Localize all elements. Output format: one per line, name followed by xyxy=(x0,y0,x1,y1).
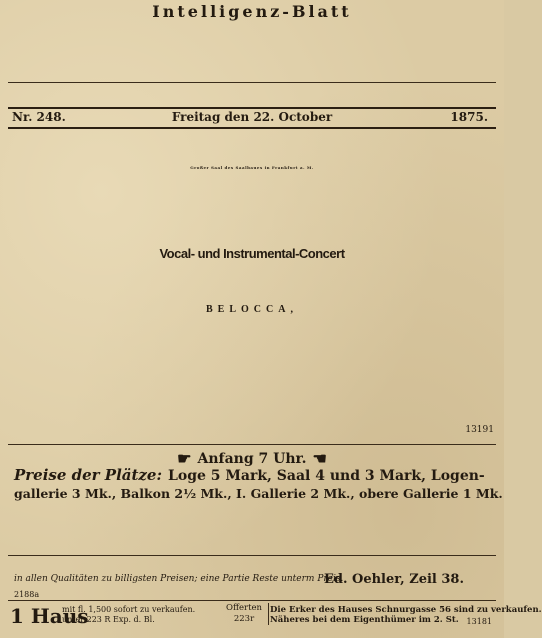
header-divider xyxy=(8,82,496,83)
issue-top-rule xyxy=(8,107,496,109)
concert-hall: Großer Saal des Saalbaues in Frankfurt a. M. xyxy=(190,165,314,170)
start-time: Anfang 7 Uhr. xyxy=(197,451,307,467)
masthead-title: Intelligenz-Blatt xyxy=(152,2,352,21)
lyoner-ad-code: 2188a xyxy=(14,590,40,599)
pointing-hand-icon: ☚ xyxy=(312,449,327,468)
issue-number: Nr. 248. xyxy=(12,110,66,124)
oehler-address: Ed. Oehler, Zeil 38. xyxy=(323,572,464,587)
issue-bottom-rule xyxy=(8,127,496,129)
prices-label: Preise der Plätze: xyxy=(14,466,163,484)
prices-line-2: gallerie 3 Mk., Balkon 2½ Mk., I. Gallerie 2 Mk., obere Gallerie 1 Mk. xyxy=(14,486,503,501)
offer-box xyxy=(226,603,269,625)
artist-name: BELOCCA, xyxy=(206,304,298,315)
house-ad-line-2: unter 223 R Exp. d. Bl. xyxy=(62,615,155,624)
house-ad-title: 1 Haus xyxy=(10,604,89,628)
concert-title: Vocal- und Instrumental-Concert xyxy=(159,246,345,261)
erker-line-1: Die Erker des Hauses Schnurgasse 56 sind zu verkaufen. xyxy=(270,605,542,615)
start-divider xyxy=(8,444,496,445)
erker-line-2: Näheres bei dem Eigenthümer im 2. St. xyxy=(270,615,459,625)
ad-divider xyxy=(8,555,496,556)
issue-date: Freitag den 22. October xyxy=(171,110,333,124)
lyoner-ad-text: in allen Qualitäten zu billigsten Preisen; eine Partie Reste unterm Preis. xyxy=(14,574,344,584)
issue-row xyxy=(12,110,492,126)
announcement-code: 13191 xyxy=(465,425,494,435)
offer-line-2: 223r xyxy=(233,614,255,624)
issue-year: 1875. xyxy=(450,110,488,124)
erker-ad-code: 13181 xyxy=(466,617,492,626)
pointing-hand-icon: ☛ xyxy=(177,449,192,468)
prices-line-1: Loge 5 Mark, Saal 4 und 3 Mark, Logen- xyxy=(168,468,485,484)
house-ad-text xyxy=(62,605,195,625)
prices-block xyxy=(14,466,503,503)
erker-ad xyxy=(270,605,542,625)
house-ad-line-1: mit fl. 1,500 sofort zu verkaufen. xyxy=(62,605,196,614)
offer-line-1: Offerten xyxy=(226,603,263,613)
classifieds-row xyxy=(8,600,542,631)
